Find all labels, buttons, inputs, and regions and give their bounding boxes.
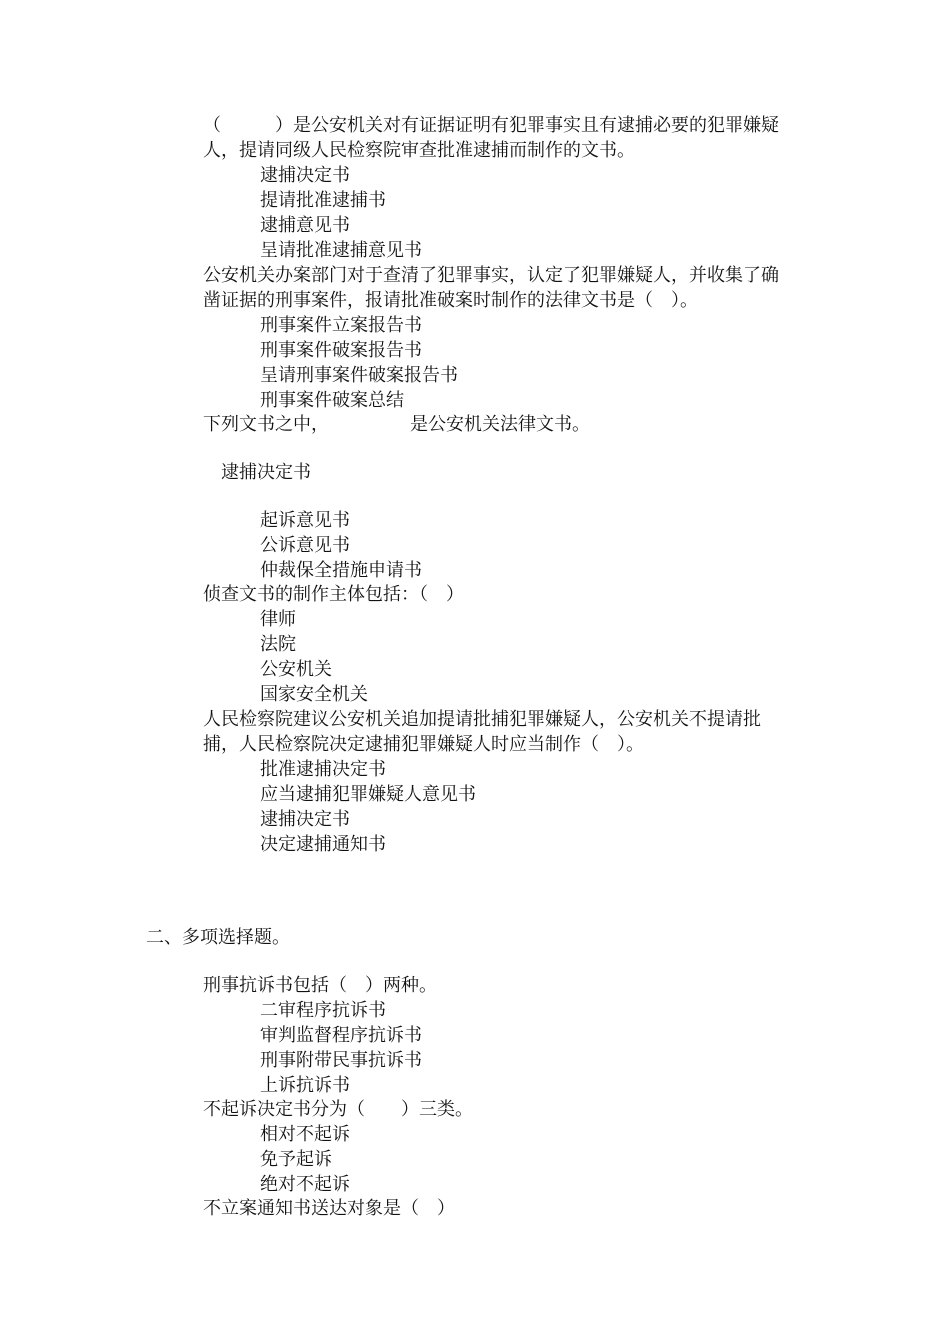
- option-d: 刑事案件破案总结: [260, 390, 404, 411]
- option-b: 提请批准逮捕书: [260, 190, 386, 211]
- option-b: 法院: [260, 634, 296, 655]
- option-d: 国家安全机关: [260, 684, 368, 705]
- option-b: 应当逮捕犯罪嫌疑人意见书: [260, 784, 476, 805]
- question-stem-line: 人，提请同级人民检察院审查批准逮捕而制作的文书。: [203, 140, 635, 161]
- option-a: 二审程序抗诉书: [260, 1000, 386, 1021]
- question-stem-line: 不立案通知书送达对象是（ ）: [203, 1198, 455, 1219]
- option-a: 批准逮捕决定书: [260, 759, 386, 780]
- option-b: 起诉意见书: [260, 510, 350, 531]
- option-d: 决定逮捕通知书: [260, 834, 386, 855]
- option-c: 逮捕决定书: [260, 809, 350, 830]
- option-c: 逮捕意见书: [260, 215, 350, 236]
- question-stem-line: 捕，人民检察院决定逮捕犯罪嫌疑人时应当制作（ ）。: [203, 734, 644, 755]
- question-stem-line: 下列文书之中， 是公安机关法律文书。: [203, 414, 590, 435]
- option-c: 公安机关: [260, 659, 332, 680]
- option-a: 刑事案件立案报告书: [260, 315, 422, 336]
- option-a: 逮捕决定书: [221, 462, 311, 483]
- option-a: 相对不起诉: [260, 1124, 350, 1145]
- option-b: 免予起诉: [260, 1149, 332, 1170]
- option-a: 律师: [260, 609, 296, 630]
- question-stem-line: 刑事抗诉书包括（ ）两种。: [203, 975, 437, 996]
- option-b: 刑事案件破案报告书: [260, 340, 422, 361]
- option-b: 审判监督程序抗诉书: [260, 1025, 422, 1046]
- question-stem-line: 人民检察院建议公安机关追加提请批捕犯罪嫌疑人，公安机关不提请批: [203, 709, 761, 730]
- option-c: 呈请刑事案件破案报告书: [260, 365, 458, 386]
- question-stem-line: 公安机关办案部门对于查清了犯罪事实，认定了犯罪嫌疑人，并收集了确: [203, 265, 779, 286]
- option-c: 公诉意见书: [260, 535, 350, 556]
- option-d: 仲裁保全措施申请书: [260, 560, 422, 581]
- section-heading: 二、多项选择题。: [146, 927, 290, 948]
- question-stem-line: 凿证据的刑事案件，报请批准破案时制作的法律文书是（ ）。: [203, 290, 698, 311]
- question-stem-line: （ ）是公安机关对有证据证明有犯罪事实且有逮捕必要的犯罪嫌疑: [203, 115, 779, 136]
- option-a: 逮捕决定书: [260, 165, 350, 186]
- option-c: 绝对不起诉: [260, 1174, 350, 1195]
- option-c: 刑事附带民事抗诉书: [260, 1050, 422, 1071]
- question-stem-line: 不起诉决定书分为（ ）三类。: [203, 1099, 473, 1120]
- question-stem-line: 侦查文书的制作主体包括：（ ）: [203, 584, 464, 605]
- option-d: 呈请批准逮捕意见书: [260, 240, 422, 261]
- option-d: 上诉抗诉书: [260, 1075, 350, 1096]
